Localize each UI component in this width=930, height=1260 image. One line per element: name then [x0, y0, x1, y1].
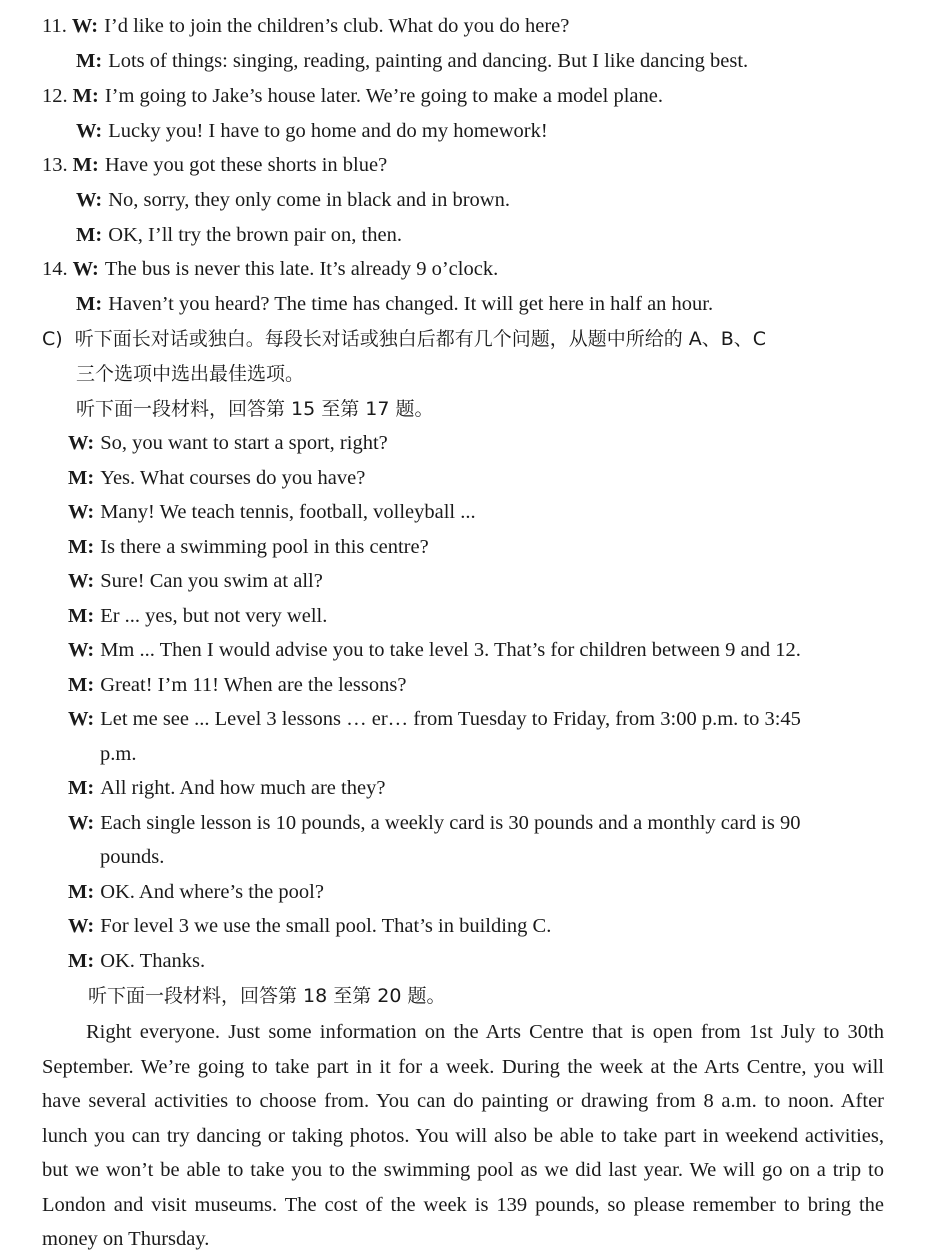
dialogue-11-line-2	[76, 48, 748, 74]
item-number: 11.	[42, 15, 67, 37]
dialogue-text: Yes. What courses do you have?	[100, 467, 366, 489]
conversation-line	[68, 430, 388, 456]
subheading-18-20: 听下面一段材料，回答第 18 至第 20 题。	[88, 985, 446, 1007]
dialogue-text: Many! We teach tennis, football, volleyball ...	[100, 501, 476, 523]
speaker-label: M:	[68, 777, 95, 799]
conversation-line	[68, 706, 801, 732]
speaker-label: M:	[68, 881, 95, 903]
conversation-line	[68, 534, 429, 560]
dialogue-text: OK, I’ll try the brown pair on, then.	[108, 224, 402, 246]
speaker-label: M:	[76, 293, 103, 315]
section-c-instruction-cont: 三个选项中选出最佳选项。	[76, 363, 305, 385]
conversation-line	[68, 810, 801, 836]
speaker-label: W:	[76, 189, 103, 211]
speaker-label: M:	[68, 467, 95, 489]
speaker-label: W:	[68, 501, 95, 523]
speaker-label: M:	[76, 224, 103, 246]
dialogue-text: Great! I’m 11! When are the lessons?	[100, 674, 407, 696]
speaker-label: M:	[68, 536, 95, 558]
conversation-line	[68, 465, 365, 491]
speaker-label: W:	[68, 915, 95, 937]
dialogue-11-line-1	[42, 13, 569, 39]
dialogue-text: No, sorry, they only come in black and in brown.	[108, 189, 510, 211]
conversation-line	[68, 568, 323, 594]
dialogue-text: Haven’t you heard? The time has changed. It will get here in half an hour.	[108, 293, 714, 315]
section-c-instruction	[42, 326, 766, 352]
dialogue-text: OK. Thanks.	[100, 950, 206, 972]
dialogue-14-line-1	[42, 256, 498, 282]
conversation-line	[68, 603, 327, 629]
dialogue-text: OK. And where’s the pool?	[100, 881, 324, 903]
conversation-line	[68, 637, 801, 663]
dialogue-12-line-1	[42, 83, 663, 109]
speaker-label: W:	[68, 432, 95, 454]
speaker-label: W:	[71, 15, 99, 37]
speaker-label: W:	[68, 570, 95, 592]
speaker-label: W:	[72, 258, 99, 280]
item-number: 14.	[42, 258, 68, 280]
dialogue-text: Have you got these shorts in blue?	[104, 154, 388, 176]
dialogue-text: Each single lesson is 10 pounds, a weekly card is 30 pounds and a monthly card is 90	[100, 812, 801, 834]
dialogue-text: Lucky you! I have to go home and do my homework!	[108, 120, 548, 142]
dialogue-13-line-3	[76, 222, 402, 248]
speaker-label: M:	[68, 605, 95, 627]
speaker-label: M:	[68, 950, 95, 972]
dialogue-text: Let me see ... Level 3 lessons … er… from Tuesday to Friday, from 3:00 p.m. to 3:45	[100, 708, 801, 730]
dialogue-14-line-2	[76, 291, 713, 317]
speaker-label: M:	[72, 85, 99, 107]
dialogue-text: All right. And how much are they?	[100, 777, 386, 799]
dialogue-12-line-2	[76, 118, 548, 144]
instruction-line-1: 听下面长对话或独白。每段长对话或独白后都有几个问题，从题中所给的 A、B、C	[74, 328, 767, 350]
dialogue-text: The bus is never this late. It’s already 9 o’clock.	[104, 258, 499, 280]
dialogue-text: I’m going to Jake’s house later. We’re going to make a model plane.	[104, 85, 663, 107]
dialogue-text: Mm ... Then I would advise you to take level 3. That’s for children between 9 and 12.	[100, 639, 801, 661]
monologue-paragraph: Right everyone. Just some information on the Arts Centre that is open from 1st July to 30th September. We’re going to take part in it for a week. During the week at the Arts Centre, you will have several activities to choose from. You can do painting or drawing from 8 a.m. to noon. After lunch you can try dancing or taking photos. You will also be able to take part in weekend activities, but we won’t be able to take you to the swimming pool as we did last year. We will go on a trip to London and visit museums. The cost of the week is 139 pounds, so please remember to bring the money on Thursday.	[42, 1021, 884, 1250]
conversation-line	[68, 499, 476, 525]
conversation-line	[68, 775, 385, 801]
speaker-label: W:	[68, 639, 95, 661]
section-label: C)	[42, 328, 63, 350]
speaker-label: M:	[76, 50, 103, 72]
item-number: 12.	[42, 85, 68, 107]
conversation-line	[68, 948, 205, 974]
conversation-line-continuation: pounds.	[100, 846, 165, 868]
dialogue-text: Lots of things: singing, reading, painting and dancing. But I like dancing best.	[108, 50, 749, 72]
dialogue-text: So, you want to start a sport, right?	[100, 432, 388, 454]
conversation-line-continuation: p.m.	[100, 743, 137, 765]
dialogue-text: Is there a swimming pool in this centre?	[100, 536, 429, 558]
conversation-line	[68, 672, 406, 698]
dialogue-text: Er ... yes, but not very well.	[100, 605, 328, 627]
speaker-label: W:	[76, 120, 103, 142]
dialogue-text: I’d like to join the children’s club. What do you do here?	[104, 15, 570, 37]
dialogue-13-line-1	[42, 152, 387, 178]
speaker-label: M:	[72, 154, 99, 176]
speaker-label: W:	[68, 708, 95, 730]
subheading-15-17: 听下面一段材料，回答第 15 至第 17 题。	[76, 398, 434, 420]
dialogue-text: For level 3 we use the small pool. That’s in building C.	[100, 915, 552, 937]
dialogue-text: Sure! Can you swim at all?	[100, 570, 323, 592]
item-number: 13.	[42, 154, 68, 176]
dialogue-13-line-2	[76, 187, 510, 213]
speaker-label: W:	[68, 812, 95, 834]
conversation-line	[68, 913, 551, 939]
speaker-label: M:	[68, 674, 95, 696]
conversation-line	[68, 879, 324, 905]
